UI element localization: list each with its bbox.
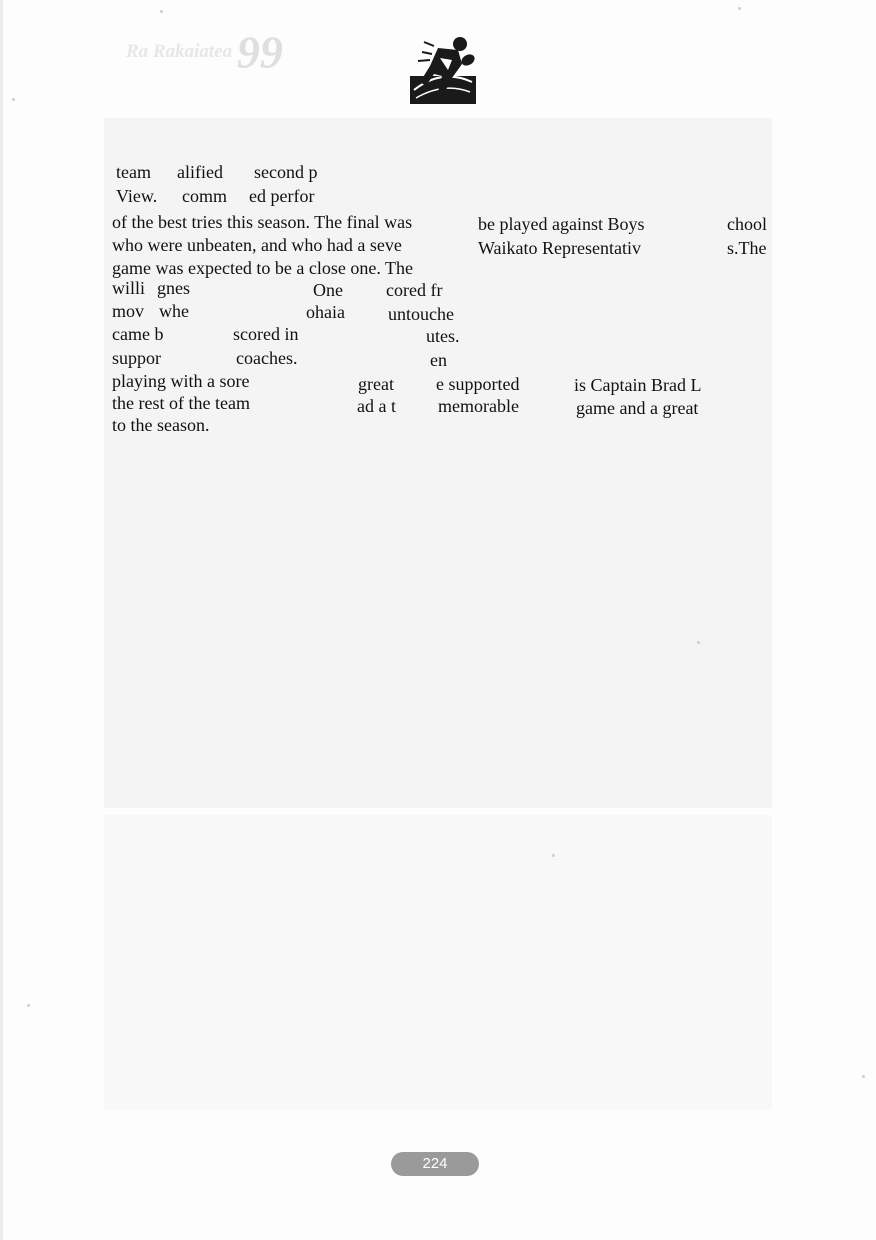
text-fragment: be played against Boys [478, 214, 645, 234]
text-fragment: playing with a sore [112, 371, 250, 391]
text-fragment: scored in [233, 324, 299, 344]
text-fragment: alified [177, 162, 223, 182]
scan-speck [160, 10, 163, 13]
text-line: game was expected to be a close one. The [112, 258, 414, 278]
scan-speck [27, 1004, 30, 1007]
page-number: 224 [391, 1152, 479, 1176]
text-line: of the best tries this season. The final was [112, 212, 413, 232]
text-fragment: One [313, 280, 343, 300]
scan-speck [12, 98, 15, 101]
text-fragment: is Captain Brad L [574, 375, 702, 395]
text-fragment: ohaia [306, 302, 345, 322]
text-fragment: memorable [438, 396, 519, 416]
text-fragment: game and a great [576, 398, 699, 418]
text-fragment: gnes [157, 278, 190, 298]
text-line: to the season. [112, 415, 210, 435]
rugby-player-icon [408, 34, 478, 106]
text-fragment: ad a t [357, 396, 396, 416]
text-fragment: comm [182, 186, 227, 206]
text-fragment: untouche [388, 304, 454, 324]
text-fragment: came b [112, 324, 164, 344]
text-fragment: View. [116, 186, 158, 206]
text-fragment: suppor [112, 348, 161, 368]
text-fragment: whe [159, 301, 189, 321]
scan-speck [697, 641, 700, 644]
text-fragment: Waikato Representativ [478, 238, 641, 258]
scan-edge [0, 0, 3, 1240]
running-head [126, 28, 326, 76]
text-fragment: willi [112, 278, 146, 298]
text-fragment: s.The [727, 238, 767, 258]
text-fragment: ed perfor [249, 186, 315, 206]
text-fragment: cored fr [386, 280, 443, 300]
text-line: who were unbeaten, and who had a seve [112, 235, 402, 255]
text-fragment: coaches. [236, 348, 298, 368]
text-fragment: team [116, 162, 151, 182]
scan-speck [738, 7, 741, 10]
scan-speck [552, 854, 555, 857]
text-fragment: utes. [426, 326, 460, 346]
text-fragment: chool [727, 214, 767, 234]
text-fragment: en [430, 350, 447, 370]
text-fragment: mov [112, 301, 145, 321]
text-fragment: the rest of the team [112, 393, 250, 413]
year-mark: 99 [236, 26, 283, 78]
text-fragment: great [358, 374, 394, 394]
scan-speck [862, 1075, 865, 1078]
text-fragment: e supported [436, 374, 520, 394]
running-head-text: Ra Rakaiatea [126, 41, 233, 62]
text-fragment: second p [254, 162, 318, 182]
faint-heading [125, 905, 765, 965]
